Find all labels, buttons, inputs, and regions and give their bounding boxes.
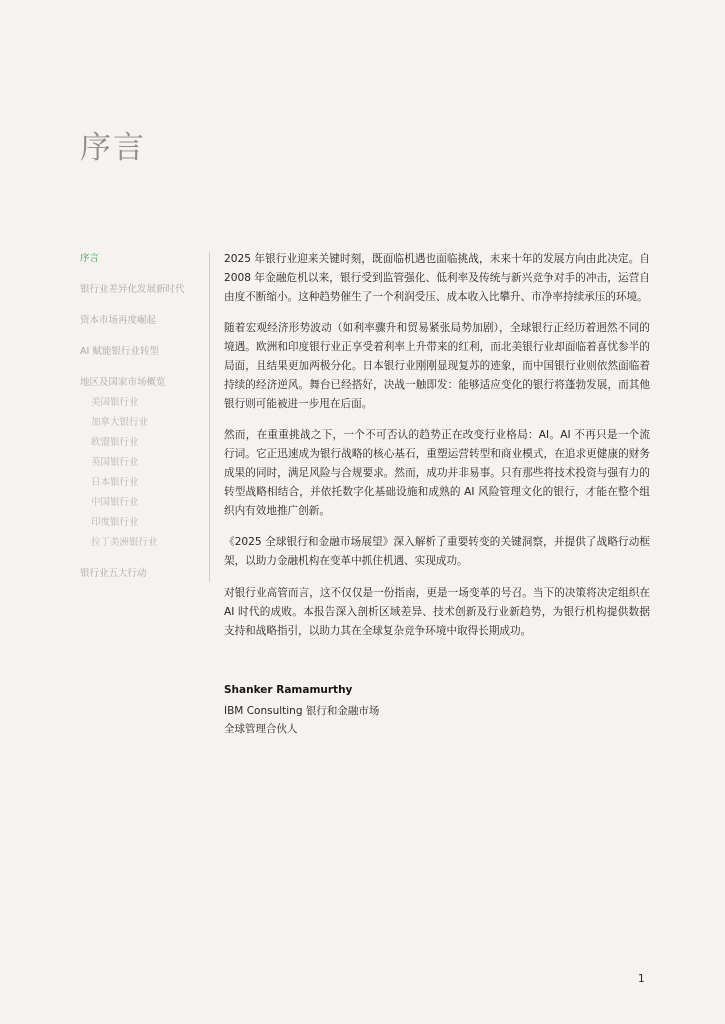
signature-block bbox=[224, 684, 644, 738]
paragraph: 然而，在重重挑战之下，一个不可否认的趋势正在改变行业格局：AI。AI 不再只是一个流行词。它正迅速成为银行战略的核心基石，重塑运营转型和商业模式，在追求更健康的财务成果的同时，满足风险与合规要求。然而，成功并非易事。只有那些将技术投资与强有力的转型战略相结合，并依托数字化基础设施和成熟的 AI 风险管理文化的银行，才能在整个组织内有效地推广创新。 bbox=[224, 429, 650, 517]
table-of-contents bbox=[80, 252, 208, 598]
paragraph: 《2025 全球银行和金融市场展望》深入解析了重要转变的关键洞察，并提供了战略行动框架，以助力金融机构在变革中抓住机遇、实现成功。 bbox=[224, 536, 650, 568]
toc-region-group bbox=[80, 376, 208, 549]
toc-subitem-china[interactable]: 中国银行业 bbox=[91, 497, 139, 508]
toc-subitem-uk[interactable]: 英国银行业 bbox=[91, 457, 139, 468]
paragraph: 2025 年银行业迎来关键时刻，既面临机遇也面临挑战，未来十年的发展方向由此决定。自 2008 年金融危机以来，银行受到监管强化、低利率及传统与新兴竞争对手的冲击，运营自由度不断缩小。这种趋势催生了一个利润受压、成本收入比攀升、市净率持续承压的环境。 bbox=[224, 253, 650, 303]
toc-subitem-canada[interactable]: 加拿大银行业 bbox=[91, 417, 149, 428]
toc-divider bbox=[209, 252, 210, 582]
signature-name: Shanker Ramamurthy bbox=[224, 684, 353, 696]
signature-organization: IBM Consulting 银行和金融市场 bbox=[224, 705, 380, 717]
toc-item-regional-overview[interactable]: 地区及国家市场概览 bbox=[80, 377, 166, 388]
signature-role: 全球管理合伙人 bbox=[224, 723, 298, 735]
toc-subitem-india[interactable]: 印度银行业 bbox=[91, 517, 139, 528]
toc-item-differentiation[interactable]: 银行业差异化发展新时代 bbox=[80, 284, 185, 295]
toc-subitem-us[interactable]: 美国银行业 bbox=[91, 397, 139, 408]
toc-subitem-latam[interactable]: 拉丁美洲银行业 bbox=[91, 537, 158, 548]
toc-item-capital-markets[interactable]: 资本市场再度崛起 bbox=[80, 315, 157, 326]
page-number: 1 bbox=[638, 973, 645, 985]
body-text bbox=[224, 250, 650, 653]
toc-item-five-actions[interactable]: 银行业五大行动 bbox=[80, 568, 147, 579]
toc-subitem-eu[interactable]: 欧盟银行业 bbox=[91, 437, 139, 448]
page-title: 序言 bbox=[80, 130, 146, 166]
toc-subitem-japan[interactable]: 日本银行业 bbox=[91, 477, 139, 488]
paragraph: 随着宏观经济形势波动（如利率骤升和贸易紧张局势加剧），全球银行正经历着迥然不同的境遇。欧洲和印度银行业正享受着利率上升带来的红利，而北美银行业却面临着喜忧参半的局面，且结果更加两极分化。日本银行业刚刚显现复苏的迹象，而中国银行业则依然面临着持续的经济逆风。舞台已经搭好，决战一触即发：能够适应变化的银行将蓬勃发展，而其他银行则可能被进一步甩在后面。 bbox=[224, 322, 650, 410]
toc-item-ai-transformation[interactable]: AI 赋能银行业转型 bbox=[80, 346, 159, 357]
toc-item-preface[interactable]: 序言 bbox=[80, 253, 100, 264]
paragraph: 对银行业高管而言，这不仅仅是一份指南，更是一场变革的号召。当下的决策将决定组织在 AI 时代的成败。本报告深入剖析区域差异、技术创新及行业新趋势，为银行机构提供数据支持和战略指引，以助力其在全球复杂竞争环境中取得长期成功。 bbox=[224, 586, 650, 637]
